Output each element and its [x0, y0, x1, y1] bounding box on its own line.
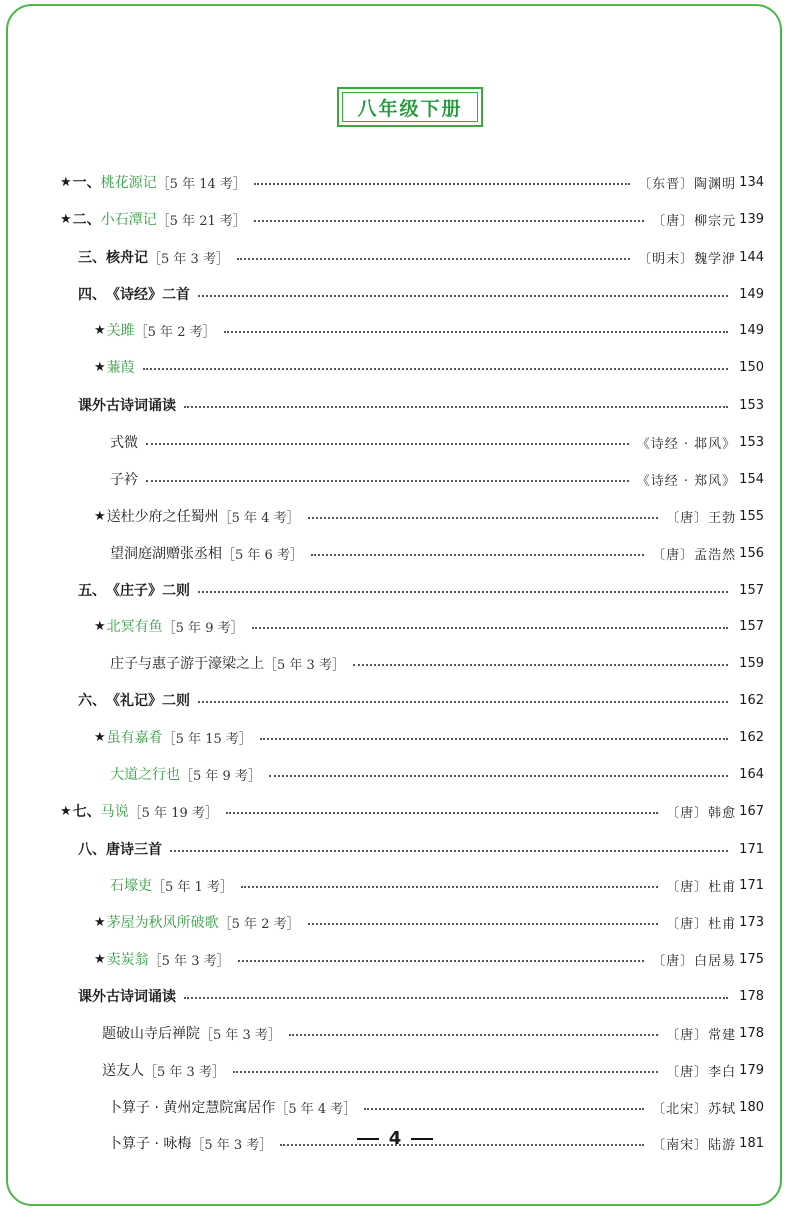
toc-entry[interactable] [110, 430, 764, 454]
entry-title: 《诗经》二首 [106, 287, 190, 303]
page-footer [0, 1128, 790, 1149]
toc-entry[interactable] [110, 762, 764, 786]
dot-leader [170, 850, 728, 852]
entry-number: 八、 [78, 842, 106, 858]
dot-leader [252, 627, 729, 629]
dot-leader [269, 775, 728, 777]
toc-entry[interactable] [78, 837, 764, 861]
entry-page-number: 162 [739, 729, 764, 745]
toc-entry[interactable] [94, 504, 764, 528]
entry-number: 三、 [78, 250, 106, 266]
entry-page-number: 159 [739, 655, 764, 671]
entry-page-number: 178 [739, 988, 764, 1004]
entry-title: 小石潭记 [100, 212, 157, 228]
entry-author: 〔唐〕柳宗元 [652, 213, 737, 229]
entry-title: 卜算子 · 咏梅 [108, 1136, 192, 1152]
entry-title: 送友人 [102, 1063, 144, 1079]
exam-frequency: ［5 年 9 考］ [162, 620, 244, 636]
entry-page-number: 181 [739, 1135, 764, 1151]
dot-leader [308, 517, 659, 519]
dot-leader [289, 1034, 658, 1036]
entry-title: 北冥有鱼 [106, 619, 163, 635]
entry-author: 〔唐〕李白 [666, 1064, 737, 1080]
star-marker: ★ [94, 914, 106, 930]
entry-title: 课外古诗词诵读 [78, 398, 176, 414]
entry-page-number: 156 [739, 545, 764, 561]
toc-entry[interactable] [110, 467, 764, 491]
exam-frequency: ［5 年 6 考］ [222, 547, 303, 563]
toc-entry[interactable] [94, 725, 764, 749]
toc-entry[interactable] [60, 170, 764, 194]
entry-title: 卖炭翁 [106, 952, 149, 968]
exam-frequency: ［5 年 3 考］ [191, 1137, 273, 1153]
entry-author: 〔东晋〕陶渊明 [638, 176, 737, 192]
entry-title: 送杜少府之任蜀州 [106, 509, 219, 525]
toc-entry[interactable] [78, 245, 764, 269]
dot-leader [311, 554, 644, 556]
toc-entry[interactable] [94, 355, 764, 379]
entry-page-number: 164 [739, 766, 764, 782]
exam-frequency: ［5 年 14 考］ [156, 176, 246, 192]
footer-dash-right [411, 1138, 433, 1140]
entry-page-number: 157 [739, 618, 764, 634]
entry-page-number: 153 [739, 434, 764, 450]
star-marker: ★ [94, 729, 106, 745]
toc-entry[interactable] [78, 984, 764, 1008]
exam-frequency: ［5 年 4 考］ [218, 510, 300, 526]
star-marker: ★ [94, 951, 106, 967]
star-marker: ★ [94, 359, 106, 375]
entry-title: 桃花源记 [100, 175, 157, 191]
exam-frequency: ［5 年 3 考］ [264, 657, 345, 673]
entry-author: 《诗经 · 郑风》 [636, 473, 737, 489]
entry-page-number: 167 [739, 803, 764, 819]
toc-entry[interactable] [110, 651, 764, 675]
dot-leader [146, 443, 629, 445]
entry-author: 〔明末〕魏学洢 [638, 251, 737, 267]
dot-leader [238, 960, 645, 962]
entry-title: 大道之行也 [110, 767, 180, 783]
toc-entry[interactable] [94, 910, 764, 934]
entry-title: 虽有嘉肴 [106, 730, 163, 746]
entry-title: 石壕吏 [110, 878, 152, 894]
exam-frequency: ［5 年 4 考］ [275, 1101, 357, 1117]
exam-frequency: ［5 年 2 考］ [134, 324, 216, 340]
entry-title: 关雎 [106, 323, 135, 339]
exam-frequency: ［5 年 3 考］ [200, 1027, 281, 1043]
entry-page-number: 149 [739, 286, 764, 302]
toc-entry[interactable] [78, 578, 764, 602]
entry-page-number: 154 [739, 471, 764, 487]
dot-leader [146, 480, 629, 482]
toc-entry[interactable] [78, 393, 764, 417]
toc-entry[interactable] [60, 799, 764, 823]
toc-entry[interactable] [78, 688, 764, 712]
entry-author: 〔唐〕杜甫 [666, 879, 737, 895]
star-marker: ★ [94, 508, 106, 524]
entry-author: 〔唐〕白居易 [652, 953, 737, 969]
entry-number: 一、 [72, 175, 101, 191]
entry-number: 六、 [78, 693, 106, 709]
dot-leader [364, 1108, 644, 1110]
star-marker: ★ [60, 803, 72, 819]
entry-page-number: 157 [739, 582, 764, 598]
toc-entry[interactable] [102, 1058, 764, 1082]
exam-frequency: ［5 年 21 考］ [156, 213, 246, 229]
entry-title: 卜算子 · 黄州定慧院寓居作 [108, 1100, 276, 1116]
entry-page-number: 175 [739, 951, 764, 967]
entry-page-number: 149 [739, 322, 764, 338]
entry-page-number: 153 [739, 397, 764, 413]
exam-frequency: ［5 年 3 考］ [148, 251, 229, 267]
toc-entry[interactable] [102, 1021, 764, 1045]
entry-page-number: 171 [739, 841, 764, 857]
entry-title: 茅屋为秋风所破歌 [106, 915, 219, 931]
exam-frequency: ［5 年 3 考］ [148, 953, 230, 969]
entry-page-number: 162 [739, 692, 764, 708]
entry-title: 式微 [110, 435, 138, 451]
entry-page-number: 155 [739, 508, 764, 524]
dot-leader [226, 812, 658, 814]
entry-number: 五、 [78, 583, 106, 599]
entry-number: 二、 [72, 212, 101, 228]
exam-frequency: ［5 年 9 考］ [180, 768, 261, 784]
exam-frequency: ［5 年 1 考］ [152, 879, 233, 895]
dot-leader [254, 183, 630, 185]
entry-author: 〔唐〕孟浩然 [652, 547, 737, 563]
exam-frequency: ［5 年 2 考］ [218, 916, 300, 932]
dot-leader [260, 738, 728, 740]
entry-author: 〔北宋〕苏轼 [652, 1101, 737, 1117]
dot-leader [198, 295, 728, 297]
toc-entry[interactable] [110, 873, 764, 897]
entry-author: 〔唐〕常建 [666, 1027, 737, 1043]
dot-leader [233, 1071, 658, 1073]
entry-page-number: 171 [739, 877, 764, 893]
toc-entry[interactable] [94, 947, 764, 971]
dot-leader [308, 923, 659, 925]
entry-page-number: 178 [739, 1025, 764, 1041]
entry-title: 课外古诗词诵读 [78, 989, 176, 1005]
entry-title: 题破山寺后禅院 [102, 1026, 200, 1042]
entry-author: 〔唐〕韩愈 [666, 805, 737, 821]
toc-entry[interactable] [94, 318, 764, 342]
star-marker: ★ [94, 322, 106, 338]
entry-title: 蒹葭 [106, 360, 135, 376]
entry-title: 庄子与惠子游于濠梁之上 [110, 656, 264, 672]
entry-page-number: 139 [739, 211, 764, 227]
entry-number: 四、 [78, 287, 106, 303]
exam-frequency: ［5 年 15 考］ [162, 731, 252, 747]
entry-page-number: 150 [739, 359, 764, 375]
star-marker: ★ [94, 618, 106, 634]
dot-leader [143, 368, 729, 370]
entry-author: 《诗经 · 邶风》 [636, 436, 737, 452]
entry-title: 唐诗三首 [106, 842, 162, 858]
entry-number: 七、 [72, 804, 101, 820]
toc-entry[interactable] [108, 1095, 764, 1119]
entry-title: 子衿 [110, 472, 138, 488]
exam-frequency: ［5 年 3 考］ [144, 1064, 225, 1080]
entry-title: 《庄子》二则 [106, 583, 190, 599]
toc-entry[interactable] [60, 207, 764, 231]
exam-frequency: ［5 年 19 考］ [128, 805, 218, 821]
page-number: 4 [388, 1128, 402, 1149]
dot-leader [198, 701, 728, 703]
dot-leader [198, 591, 728, 593]
entry-author: 〔南宋〕陆游 [652, 1137, 737, 1153]
entry-title: 核舟记 [106, 250, 148, 266]
entry-page-number: 179 [739, 1062, 764, 1078]
star-marker: ★ [60, 211, 72, 227]
entry-title: 《礼记》二则 [106, 693, 190, 709]
entry-page-number: 173 [739, 914, 764, 930]
entry-author: 〔唐〕王勃 [666, 510, 737, 526]
entry-author: 〔唐〕杜甫 [666, 916, 737, 932]
dot-leader [184, 997, 728, 999]
dot-leader [241, 886, 658, 888]
entry-page-number: 144 [739, 249, 764, 265]
section-title: 八年级下册 [357, 97, 463, 120]
dot-leader [353, 664, 728, 666]
entry-page-number: 180 [739, 1099, 764, 1115]
toc-entry[interactable] [110, 541, 764, 565]
entry-title: 马说 [100, 804, 129, 820]
dot-leader [237, 258, 630, 260]
entry-page-number: 134 [739, 174, 764, 190]
dot-leader [184, 406, 728, 408]
section-title-box [337, 87, 483, 127]
entry-title: 望洞庭湖赠张丞相 [110, 546, 222, 562]
toc-entry[interactable] [78, 282, 764, 306]
toc-entry[interactable] [94, 614, 764, 638]
star-marker: ★ [60, 174, 72, 190]
dot-leader [254, 220, 644, 222]
dot-leader [224, 331, 729, 333]
footer-dash-left [357, 1138, 379, 1140]
